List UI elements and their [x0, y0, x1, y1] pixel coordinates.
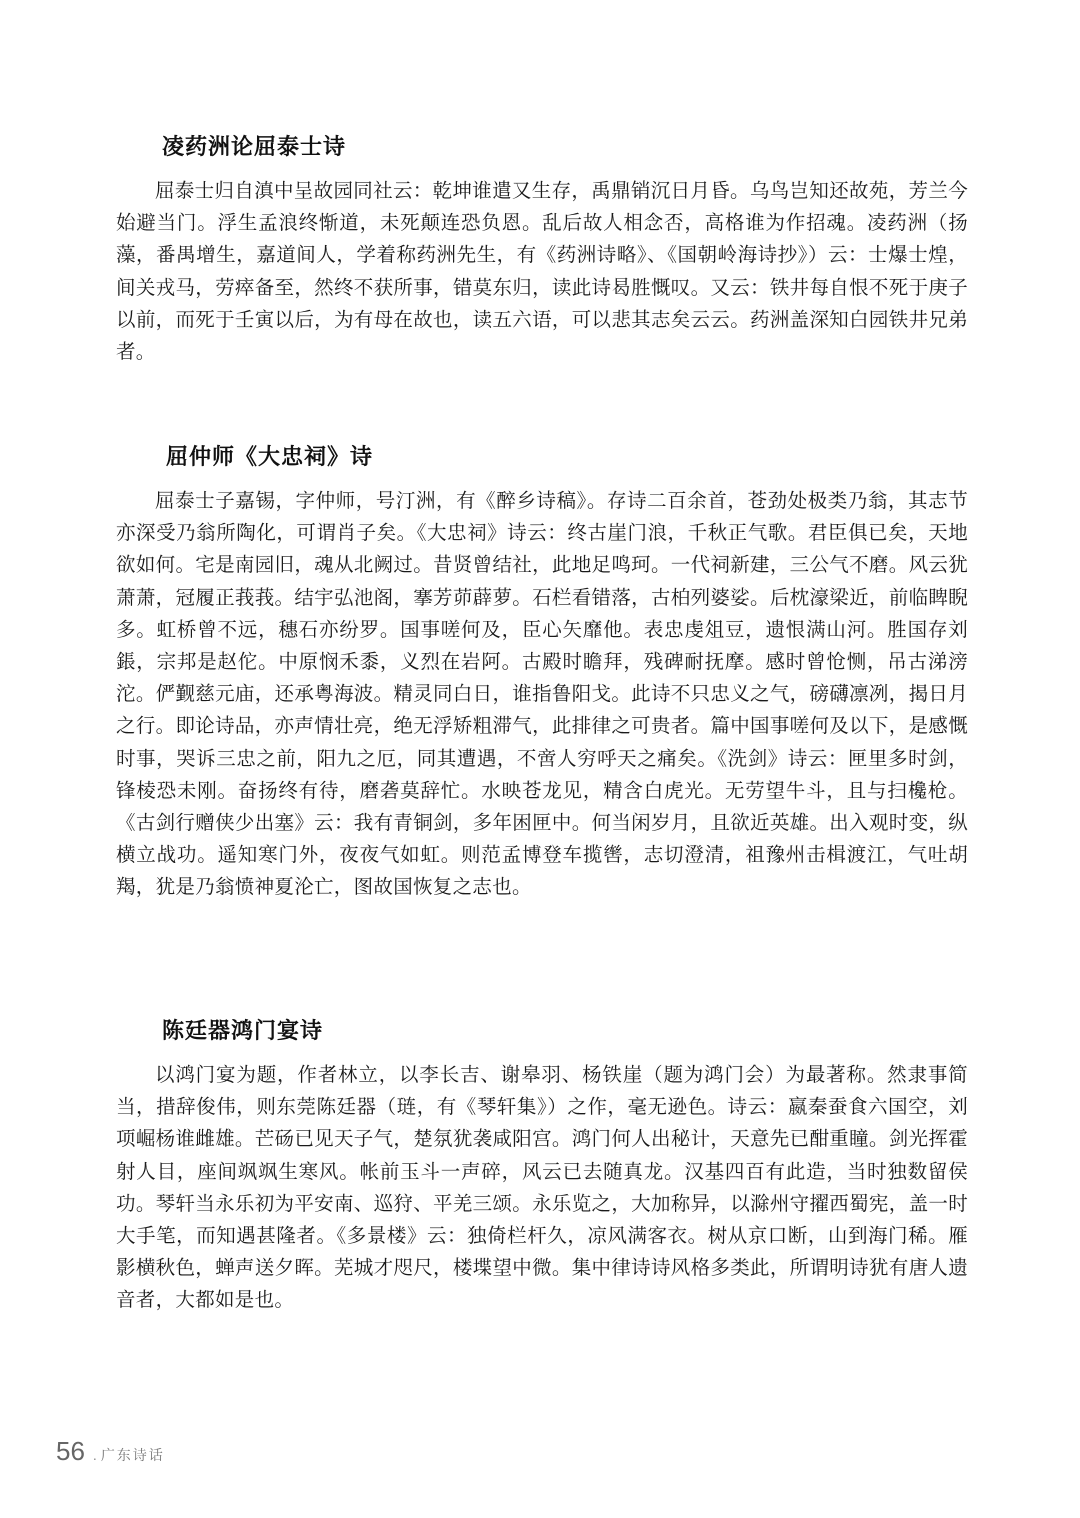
section-2 — [116, 440, 968, 904]
section-title: 陈廷器鸿门宴诗 — [162, 1019, 324, 1044]
section-3 — [116, 1014, 968, 1317]
section-body: 屈泰士归自滇中呈故园同社云：乾坤谁遣又生存，禹鼎销沉日月昏。乌鸟岂知还故苑，芳兰今始避当门。浮生孟浪终惭道，未死颠连恐负恩。乱后故人相念否，高格谁为作招魂。凌药洲（扬藻，番禺增生，嘉道间人，学着称药洲先生，有《药洲诗略》、《国朝岭海诗抄》）云：士爆士煌，间关戎马，劳瘁备至，然终不获所事，错莫东归，读此诗曷胜慨叹。又云：铁井每自恨不死于庚子以前，而死于壬寅以后，为有母在故也，读五六语，可以悲其志矣云云。药洲盖深知白园铁井兄弟者。 — [116, 179, 968, 364]
section-body: 屈泰士子嘉锡，字仲师，号汀洲，有《醉乡诗稿》。存诗二百余首，苍劲处极类乃翁，其志节亦深受乃翁所陶化，可谓肖子矣。《大忠祠》诗云：终古崖门浪，千秋正气歌。君臣俱已矣，天地欲如何。宅是南园旧，魂从北阙过。昔贤曾结社，此地足鸣珂。一代祠新建，三公气不磨。风云犹萧萧，冠履正莪莪。结宇弘池阁，搴芳茆薜萝。石栏看错落，古柏列婆娑。后枕濠梁近，前临睥睨多。虹桥曾不远，穗石亦纷罗。国事嗟何及，臣心矢靡他。表忠虔俎豆，遗恨满山河。胜国存刘鋹，宗邦是赵佗。中原悯禾黍，义烈在岩阿。古殿时瞻拜，残碑耐抚摩。感时曾怆恻，吊古涕滂沱。俨觐慈元庙，还承粤海波。精灵同白日，谁指鲁阳戈。此诗不只忠义之气，磅礴凛冽，揭日月之行。即论诗品，亦声情壮亮，绝无浮矫粗滞气，此排律之可贵者。篇中国事嗟何及以下，是感慨时事，哭诉三忠之前，阳九之厄，同其遭遇，不啻人穷呼天之痛矣。《洗剑》诗云：匣里多时剑，锋棱恐未刚。奋扬终有待，磨砻莫辞忙。水映苍龙见，精含白虎光。无劳望牛斗，且与扫欃枪。《古剑行赠侠少出塞》云：我有青铜剑，多年困匣中。何当闲岁月，且欲近英雄。出入观时变，纵横立战功。遥知寒门外，夜夜气如虹。则范孟博登车揽辔，志切澄清，祖豫州击楫渡江，气吐胡羯，犹是乃翁愤神夏沦亡，图故国恢复之志也。 — [116, 489, 968, 899]
footer-separator: . — [92, 1447, 97, 1463]
section-1 — [116, 130, 968, 368]
page-number: 56 — [56, 1436, 85, 1466]
section-title: 凌药洲论屈泰士诗 — [162, 135, 347, 160]
section-body: 以鸿门宴为题，作者林立，以李长吉、谢皋羽、杨铁崖（题为鸿门会）为最著称。然隶事简当，措辞俊伟，则东莞陈廷器（琏，有《琴轩集》）之作，毫无逊色。诗云：嬴秦蚕食六国空，刘项崛杨谁雌雄。芒砀已见天子气，楚氛犹袭咸阳宫。鸿门何人出秘计，天意先已酣重瞳。剑光挥霍射人目，座间飒飒生寒风。帐前玉斗一声碎，风云已去随真龙。汉基四百有此造，当时独数留侯功。琴轩当永乐初为平安南、巡狩、平羌三颂。永乐览之，大加称异，以滁州守擢西蜀宪，盖一时大手笔，而知遇甚隆者。《多景楼》云：独倚栏杆久，凉风满客衣。树从京口断，山到海门稀。雁影横秋色，蝉声送夕晖。芜城才咫尺，楼堞望中微。集中律诗诗风格多类此，所谓明诗犹有唐人遗音者，大都如是也。 — [116, 1063, 968, 1312]
page-footer — [56, 1436, 165, 1467]
publication-title: 广东诗话 — [100, 1448, 165, 1464]
section-title: 屈仲师《大忠祠》诗 — [166, 445, 374, 470]
